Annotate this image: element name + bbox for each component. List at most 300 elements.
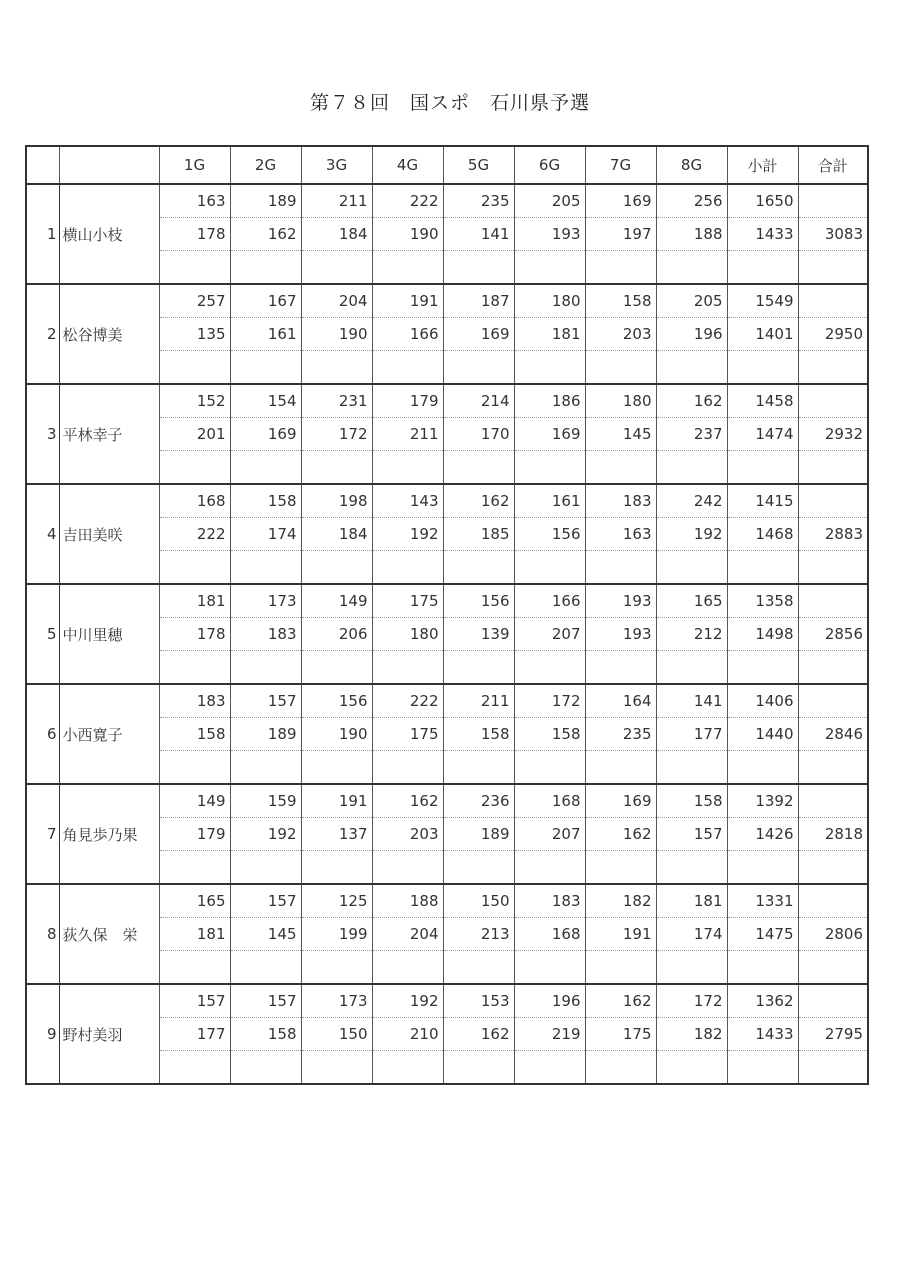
game-score <box>443 351 514 385</box>
game-score: 158 <box>514 718 585 751</box>
player-name: 吉田美咲 <box>59 518 159 551</box>
player-rank: 2 <box>26 318 59 351</box>
game-score <box>585 451 656 485</box>
player-name <box>59 384 159 418</box>
game-score: 222 <box>372 184 443 218</box>
player-name <box>59 684 159 718</box>
game-score <box>159 351 230 385</box>
player-rank <box>26 751 59 785</box>
game-score: 153 <box>443 984 514 1018</box>
game-score: 172 <box>301 418 372 451</box>
player-rank <box>26 384 59 418</box>
game-score: 210 <box>372 1018 443 1051</box>
game-score: 237 <box>656 418 727 451</box>
total-cell <box>798 751 868 785</box>
game-score: 207 <box>514 618 585 651</box>
game-score <box>372 651 443 685</box>
player-block <box>26 184 868 284</box>
player-name <box>59 284 159 318</box>
total-cell <box>798 684 868 718</box>
subtotal-cell: 1475 <box>727 918 798 951</box>
game-score: 190 <box>301 718 372 751</box>
player-block <box>26 284 868 384</box>
score-table <box>25 145 869 1085</box>
player-name <box>59 584 159 618</box>
game-score: 181 <box>159 584 230 618</box>
game-score: 166 <box>514 584 585 618</box>
player-name <box>59 651 159 685</box>
player-name <box>59 984 159 1018</box>
total-cell <box>798 851 868 885</box>
game-score: 242 <box>656 484 727 518</box>
game-score <box>372 851 443 885</box>
game-score: 143 <box>372 484 443 518</box>
game-score: 204 <box>301 284 372 318</box>
game-score: 203 <box>372 818 443 851</box>
subtotal-cell <box>727 351 798 385</box>
game-score: 191 <box>372 284 443 318</box>
score-row <box>26 684 868 718</box>
game-score <box>443 851 514 885</box>
page-title: 第７８回 国スポ 石川県予選 <box>309 92 590 114</box>
game-score: 149 <box>301 584 372 618</box>
subtotal-cell <box>727 251 798 285</box>
score-row <box>26 1018 868 1051</box>
game-score: 141 <box>656 684 727 718</box>
player-name: 松谷博美 <box>59 318 159 351</box>
total-cell <box>798 351 868 385</box>
game-score: 179 <box>159 818 230 851</box>
game-score: 162 <box>443 484 514 518</box>
player-rank <box>26 584 59 618</box>
player-rank <box>26 684 59 718</box>
player-name <box>59 951 159 985</box>
game-score: 162 <box>656 384 727 418</box>
game-score <box>443 651 514 685</box>
subtotal-cell <box>727 451 798 485</box>
header-game-3: 3G <box>301 146 372 184</box>
game-score: 175 <box>585 1018 656 1051</box>
player-rank <box>26 651 59 685</box>
game-score: 211 <box>301 184 372 218</box>
game-score: 175 <box>372 584 443 618</box>
game-score: 165 <box>656 584 727 618</box>
game-score: 164 <box>585 684 656 718</box>
game-score <box>230 651 301 685</box>
player-block <box>26 784 868 884</box>
total-cell <box>798 284 868 318</box>
game-score: 188 <box>372 884 443 918</box>
player-rank <box>26 851 59 885</box>
game-score: 185 <box>443 518 514 551</box>
game-score: 158 <box>656 784 727 818</box>
game-score: 198 <box>301 484 372 518</box>
game-score <box>159 651 230 685</box>
score-row <box>26 218 868 251</box>
player-rank <box>26 251 59 285</box>
score-row <box>26 351 868 385</box>
game-score: 169 <box>585 184 656 218</box>
total-cell <box>798 184 868 218</box>
game-score: 161 <box>514 484 585 518</box>
game-score <box>656 1051 727 1085</box>
subtotal-cell: 1426 <box>727 818 798 851</box>
game-score: 219 <box>514 1018 585 1051</box>
game-score: 169 <box>443 318 514 351</box>
game-score <box>372 451 443 485</box>
player-name <box>59 1051 159 1085</box>
game-score: 158 <box>585 284 656 318</box>
header-rank <box>26 146 59 184</box>
game-score: 197 <box>585 218 656 251</box>
subtotal-cell: 1358 <box>727 584 798 618</box>
game-score: 158 <box>230 484 301 518</box>
game-score <box>443 551 514 585</box>
game-score: 211 <box>372 418 443 451</box>
game-score <box>372 351 443 385</box>
game-score <box>230 751 301 785</box>
game-score <box>301 451 372 485</box>
game-score: 190 <box>301 318 372 351</box>
subtotal-cell: 1549 <box>727 284 798 318</box>
subtotal-cell <box>727 651 798 685</box>
game-score <box>301 651 372 685</box>
game-score <box>372 251 443 285</box>
game-score: 183 <box>514 884 585 918</box>
game-score <box>159 751 230 785</box>
game-score <box>301 851 372 885</box>
player-rank: 7 <box>26 818 59 851</box>
player-name <box>59 751 159 785</box>
player-rank <box>26 451 59 485</box>
score-row <box>26 518 868 551</box>
game-score: 192 <box>372 518 443 551</box>
total-cell <box>798 784 868 818</box>
game-score: 157 <box>656 818 727 851</box>
game-score: 135 <box>159 318 230 351</box>
game-score <box>514 451 585 485</box>
game-score: 162 <box>585 818 656 851</box>
game-score: 173 <box>301 984 372 1018</box>
score-row <box>26 618 868 651</box>
subtotal-cell <box>727 551 798 585</box>
game-score: 178 <box>159 218 230 251</box>
total-cell <box>798 551 868 585</box>
game-score <box>372 551 443 585</box>
game-score <box>585 351 656 385</box>
game-score: 193 <box>585 618 656 651</box>
total-cell: 2806 <box>798 918 868 951</box>
score-row <box>26 584 868 618</box>
game-score: 172 <box>656 984 727 1018</box>
game-score: 154 <box>230 384 301 418</box>
player-rank <box>26 1051 59 1085</box>
game-score: 163 <box>159 184 230 218</box>
game-score: 196 <box>656 318 727 351</box>
subtotal-cell: 1362 <box>727 984 798 1018</box>
game-score: 158 <box>443 718 514 751</box>
player-name <box>59 884 159 918</box>
game-score: 161 <box>230 318 301 351</box>
game-score: 184 <box>301 218 372 251</box>
game-score <box>230 451 301 485</box>
game-score: 162 <box>443 1018 514 1051</box>
game-score: 156 <box>301 684 372 718</box>
game-score: 191 <box>585 918 656 951</box>
game-score: 150 <box>443 884 514 918</box>
score-row <box>26 184 868 218</box>
player-rank <box>26 784 59 818</box>
game-score: 214 <box>443 384 514 418</box>
game-score <box>585 851 656 885</box>
game-score: 158 <box>230 1018 301 1051</box>
game-score: 207 <box>514 818 585 851</box>
game-score: 157 <box>230 984 301 1018</box>
game-score: 180 <box>585 384 656 418</box>
player-rank: 5 <box>26 618 59 651</box>
score-row <box>26 484 868 518</box>
game-score: 204 <box>372 918 443 951</box>
game-score <box>514 351 585 385</box>
subtotal-cell: 1433 <box>727 218 798 251</box>
score-row <box>26 918 868 951</box>
game-score: 168 <box>514 784 585 818</box>
subtotal-cell: 1331 <box>727 884 798 918</box>
game-score: 174 <box>656 918 727 951</box>
header-total: 合計 <box>798 146 868 184</box>
subtotal-cell: 1474 <box>727 418 798 451</box>
player-rank <box>26 284 59 318</box>
total-cell: 2950 <box>798 318 868 351</box>
game-score <box>230 1051 301 1085</box>
game-score: 180 <box>514 284 585 318</box>
subtotal-cell: 1650 <box>727 184 798 218</box>
subtotal-cell: 1392 <box>727 784 798 818</box>
game-score: 183 <box>159 684 230 718</box>
game-score: 213 <box>443 918 514 951</box>
header-game-5: 5G <box>443 146 514 184</box>
player-name <box>59 851 159 885</box>
subtotal-cell: 1468 <box>727 518 798 551</box>
game-score: 205 <box>514 184 585 218</box>
game-score: 203 <box>585 318 656 351</box>
player-name <box>59 551 159 585</box>
score-row <box>26 418 868 451</box>
game-score: 192 <box>372 984 443 1018</box>
game-score: 182 <box>656 1018 727 1051</box>
game-score: 162 <box>372 784 443 818</box>
game-score <box>585 951 656 985</box>
game-score <box>159 1051 230 1085</box>
game-score: 152 <box>159 384 230 418</box>
game-score: 150 <box>301 1018 372 1051</box>
game-score: 199 <box>301 918 372 951</box>
game-score: 231 <box>301 384 372 418</box>
game-score <box>514 951 585 985</box>
game-score <box>372 951 443 985</box>
total-cell: 2818 <box>798 818 868 851</box>
game-score: 206 <box>301 618 372 651</box>
game-score <box>301 951 372 985</box>
header-row <box>26 146 868 184</box>
game-score: 172 <box>514 684 585 718</box>
game-score <box>585 1051 656 1085</box>
player-block <box>26 884 868 984</box>
score-row <box>26 384 868 418</box>
player-rank <box>26 551 59 585</box>
player-rank <box>26 984 59 1018</box>
game-score <box>372 751 443 785</box>
player-rank <box>26 351 59 385</box>
score-row <box>26 818 868 851</box>
game-score: 149 <box>159 784 230 818</box>
header-game-2: 2G <box>230 146 301 184</box>
game-score <box>230 351 301 385</box>
subtotal-cell: 1401 <box>727 318 798 351</box>
game-score: 157 <box>159 984 230 1018</box>
player-rank: 3 <box>26 418 59 451</box>
score-row <box>26 451 868 485</box>
game-score: 169 <box>514 418 585 451</box>
player-rank <box>26 951 59 985</box>
game-score <box>159 951 230 985</box>
game-score: 179 <box>372 384 443 418</box>
game-score: 235 <box>443 184 514 218</box>
game-score: 189 <box>230 718 301 751</box>
game-score: 177 <box>159 1018 230 1051</box>
header-subtotal: 小計 <box>727 146 798 184</box>
score-row <box>26 718 868 751</box>
game-score <box>585 251 656 285</box>
total-cell <box>798 484 868 518</box>
game-score: 162 <box>585 984 656 1018</box>
total-cell <box>798 1051 868 1085</box>
player-name <box>59 251 159 285</box>
game-score: 181 <box>656 884 727 918</box>
game-score: 137 <box>301 818 372 851</box>
game-score <box>443 951 514 985</box>
game-score: 222 <box>372 684 443 718</box>
game-score <box>656 351 727 385</box>
game-score: 145 <box>230 918 301 951</box>
total-cell <box>798 651 868 685</box>
player-rank <box>26 184 59 218</box>
player-rank <box>26 884 59 918</box>
game-score <box>443 451 514 485</box>
subtotal-cell: 1433 <box>727 1018 798 1051</box>
game-score: 257 <box>159 284 230 318</box>
game-score <box>372 1051 443 1085</box>
score-row <box>26 284 868 318</box>
game-score: 256 <box>656 184 727 218</box>
game-score: 236 <box>443 784 514 818</box>
player-name: 角見歩乃果 <box>59 818 159 851</box>
score-row <box>26 951 868 985</box>
game-score: 157 <box>230 884 301 918</box>
game-score: 187 <box>443 284 514 318</box>
game-score <box>656 651 727 685</box>
game-score: 165 <box>159 884 230 918</box>
game-score <box>656 251 727 285</box>
player-name: 中川里穂 <box>59 618 159 651</box>
game-score: 139 <box>443 618 514 651</box>
score-row <box>26 884 868 918</box>
game-score <box>443 751 514 785</box>
game-score <box>585 651 656 685</box>
score-row <box>26 851 868 885</box>
header-game-6: 6G <box>514 146 585 184</box>
game-score: 235 <box>585 718 656 751</box>
game-score: 170 <box>443 418 514 451</box>
game-score: 190 <box>372 218 443 251</box>
total-cell <box>798 584 868 618</box>
game-score: 181 <box>159 918 230 951</box>
subtotal-cell: 1458 <box>727 384 798 418</box>
game-score <box>230 851 301 885</box>
game-score <box>514 251 585 285</box>
game-score: 156 <box>443 584 514 618</box>
game-score <box>301 1051 372 1085</box>
game-score <box>656 451 727 485</box>
game-score: 145 <box>585 418 656 451</box>
game-score <box>301 251 372 285</box>
player-rank: 1 <box>26 218 59 251</box>
score-row <box>26 784 868 818</box>
game-score <box>656 851 727 885</box>
total-cell <box>798 984 868 1018</box>
game-score: 169 <box>230 418 301 451</box>
game-score <box>301 551 372 585</box>
game-score: 192 <box>230 818 301 851</box>
subtotal-cell <box>727 1051 798 1085</box>
game-score: 186 <box>514 384 585 418</box>
game-score: 211 <box>443 684 514 718</box>
header-name <box>59 146 159 184</box>
game-score: 182 <box>585 884 656 918</box>
game-score: 189 <box>443 818 514 851</box>
game-score: 174 <box>230 518 301 551</box>
total-cell <box>798 384 868 418</box>
game-score: 183 <box>585 484 656 518</box>
game-score: 159 <box>230 784 301 818</box>
player-block <box>26 584 868 684</box>
subtotal-cell <box>727 951 798 985</box>
total-cell: 2846 <box>798 718 868 751</box>
game-score <box>656 751 727 785</box>
game-score <box>514 751 585 785</box>
game-score: 168 <box>514 918 585 951</box>
game-score: 125 <box>301 884 372 918</box>
game-score: 168 <box>159 484 230 518</box>
game-score: 191 <box>301 784 372 818</box>
player-rank: 6 <box>26 718 59 751</box>
total-cell: 2856 <box>798 618 868 651</box>
game-score: 201 <box>159 418 230 451</box>
game-score <box>514 651 585 685</box>
game-score <box>230 951 301 985</box>
game-score <box>301 351 372 385</box>
game-score: 189 <box>230 184 301 218</box>
game-score <box>301 751 372 785</box>
subtotal-cell <box>727 851 798 885</box>
game-score: 180 <box>372 618 443 651</box>
game-score: 192 <box>656 518 727 551</box>
total-cell: 2795 <box>798 1018 868 1051</box>
score-row <box>26 318 868 351</box>
game-score <box>656 951 727 985</box>
player-name: 荻久保 栄 <box>59 918 159 951</box>
game-score: 158 <box>159 718 230 751</box>
